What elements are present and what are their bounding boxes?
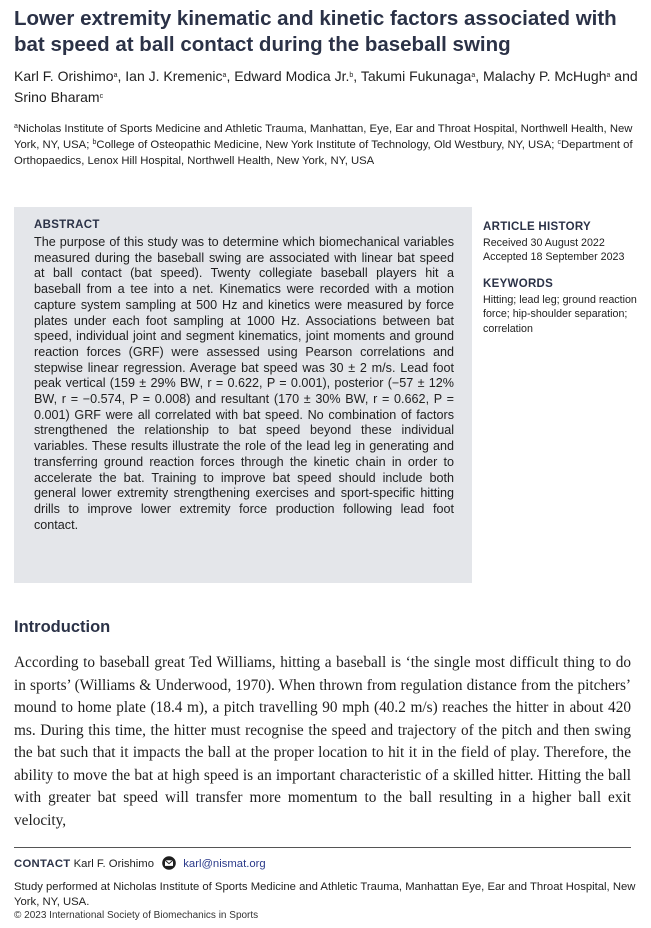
abstract-box: [14, 207, 472, 583]
author-affiliation-marker: a: [606, 72, 611, 79]
study-location: Study performed at Nicholas Institute of Sports Medicine and Athletic Trauma, Manhattan Eye, Ear and Throat Hospital, New York, NY, USA.: [14, 880, 636, 908]
abstract-heading: ABSTRACT: [34, 219, 100, 231]
contact-label: CONTACT: [14, 858, 71, 870]
affiliation-text: Nicholas Institute of Sports Medicine and Athletic Trauma, Manhattan, Eye, Ear and Throat Hospital, Northwell Health, New York, NY, USA;: [14, 123, 633, 151]
contact-block: [14, 856, 639, 911]
introduction-text: According to baseball great Ted Williams, hitting a baseball is ‘the single most difficult thing to do in sports’ (Williams & Underwood, 1970). When thrown from regulation distance from the pitchers’ mound to home plate (18.4 m), a pitch travelling 90 mph (40.2 m/s) reaches the hitter in about 420 ms. During this time, the hitter must recognise the speed and trajectory of the pitch and then swing the bat such that it impacts the ball at the proper location to hit it in the field of play. Therefore, the ability to move the bat at high speed is an important characteristic of a skilled hitter. Hitting the ball with greater bat speed will transfer more momentum to the ball resulting in a higher ball exit velocity,: [14, 654, 631, 829]
author-list: [14, 66, 639, 108]
affiliation-marker: b: [92, 139, 97, 146]
affiliation-marker: a: [14, 123, 18, 130]
affiliation-text: Department of Orthopaedics, Lenox Hill Hospital, Northwell Health, New York, NY, USA: [14, 139, 633, 167]
affiliations: [14, 121, 639, 169]
author-name: Takumi Fukunaga: [360, 68, 472, 84]
author-separator: ,: [117, 68, 126, 84]
accepted-date: Accepted 18 September 2023: [483, 251, 625, 263]
envelope-icon: [161, 856, 177, 876]
section-heading-introduction: Introduction: [14, 618, 111, 636]
contact-name: Karl F. Orishimo: [73, 858, 154, 870]
author-affiliation-marker: c: [99, 93, 104, 100]
article-history-heading: ARTICLE HISTORY: [483, 221, 592, 233]
author-name: Ian J. Kremenic: [125, 68, 223, 84]
abstract-text: The purpose of this study was to determine which biomechanical variables measured during the baseball swing are associated with linear bat speed at ball contact (bat speed). Twenty collegiate baseball players hit a baseball from a tee into a net. Kinematics were recorded with a motion capture system sampling at 500 Hz and kinetics were measured by force plates under each foot sampling at 1000 Hz. Associations between bat speed, individual joint and segment kinematics, joint moments and ground reaction forces (GRF) were assessed using Pearson correlations and stepwise linear regression. Average bat speed was 30 ± 2 m/s. Lead foot peak vertical (159 ± 29% BW, r = 0.622, P = 0.001), posterior (−57 ± 12% BW, r = −0.574, P = 0.008) and resultant (170 ± 30% BW, r = 0.662, P = 0.001) GRF were all correlated with bat speed. No combination of factors strengthened the relationship to bat speed beyond these individual variables. These results illustrate the role of the lead leg in generating and transferring ground reaction forces through the kinetic chain in order to accelerate the bat. Training to improve bat speed should include both general lower extremity strengthening exercises and sport-specific hitting drills to improve lower extremity force production following lead foot contact.: [34, 235, 454, 532]
keywords-text: Hitting; lead leg; ground reaction force; hip-shoulder separation; correlation: [483, 293, 637, 335]
affiliation-marker: c: [557, 139, 562, 146]
author-name: Malachy P. McHugh: [483, 68, 607, 84]
received-date: Received 30 August 2022: [483, 236, 605, 249]
author-separator: ,: [226, 68, 235, 84]
author-separator: ,: [353, 68, 361, 84]
author-affiliation-marker: a: [222, 72, 227, 79]
author-separator: ,: [475, 68, 484, 84]
keywords-heading: KEYWORDS: [483, 278, 554, 290]
author-separator: and: [610, 68, 638, 84]
article-history: [483, 220, 643, 265]
keywords: [483, 277, 643, 336]
author-affiliation-marker: a: [113, 72, 118, 79]
article-title: Lower extremity kinematic and kinetic factors associated with bat speed at ball contact during the baseball swing: [14, 7, 617, 56]
footer-divider: [14, 847, 631, 848]
author-affiliation-marker: a: [471, 72, 476, 79]
author-name: Srino Bharam: [14, 89, 100, 105]
author-name: Edward Modica Jr.: [234, 68, 350, 84]
affiliation-text: College of Osteopathic Medicine, New York Institute of Technology, Old Westbury, NY, USA;: [96, 139, 558, 151]
contact-email-link[interactable]: karl@nismat.org: [183, 858, 266, 870]
author-name: Karl F. Orishimo: [14, 68, 114, 84]
copyright: © 2023 International Society of Biomechanics in Sports: [14, 910, 259, 921]
author-affiliation-marker: b: [349, 72, 354, 79]
